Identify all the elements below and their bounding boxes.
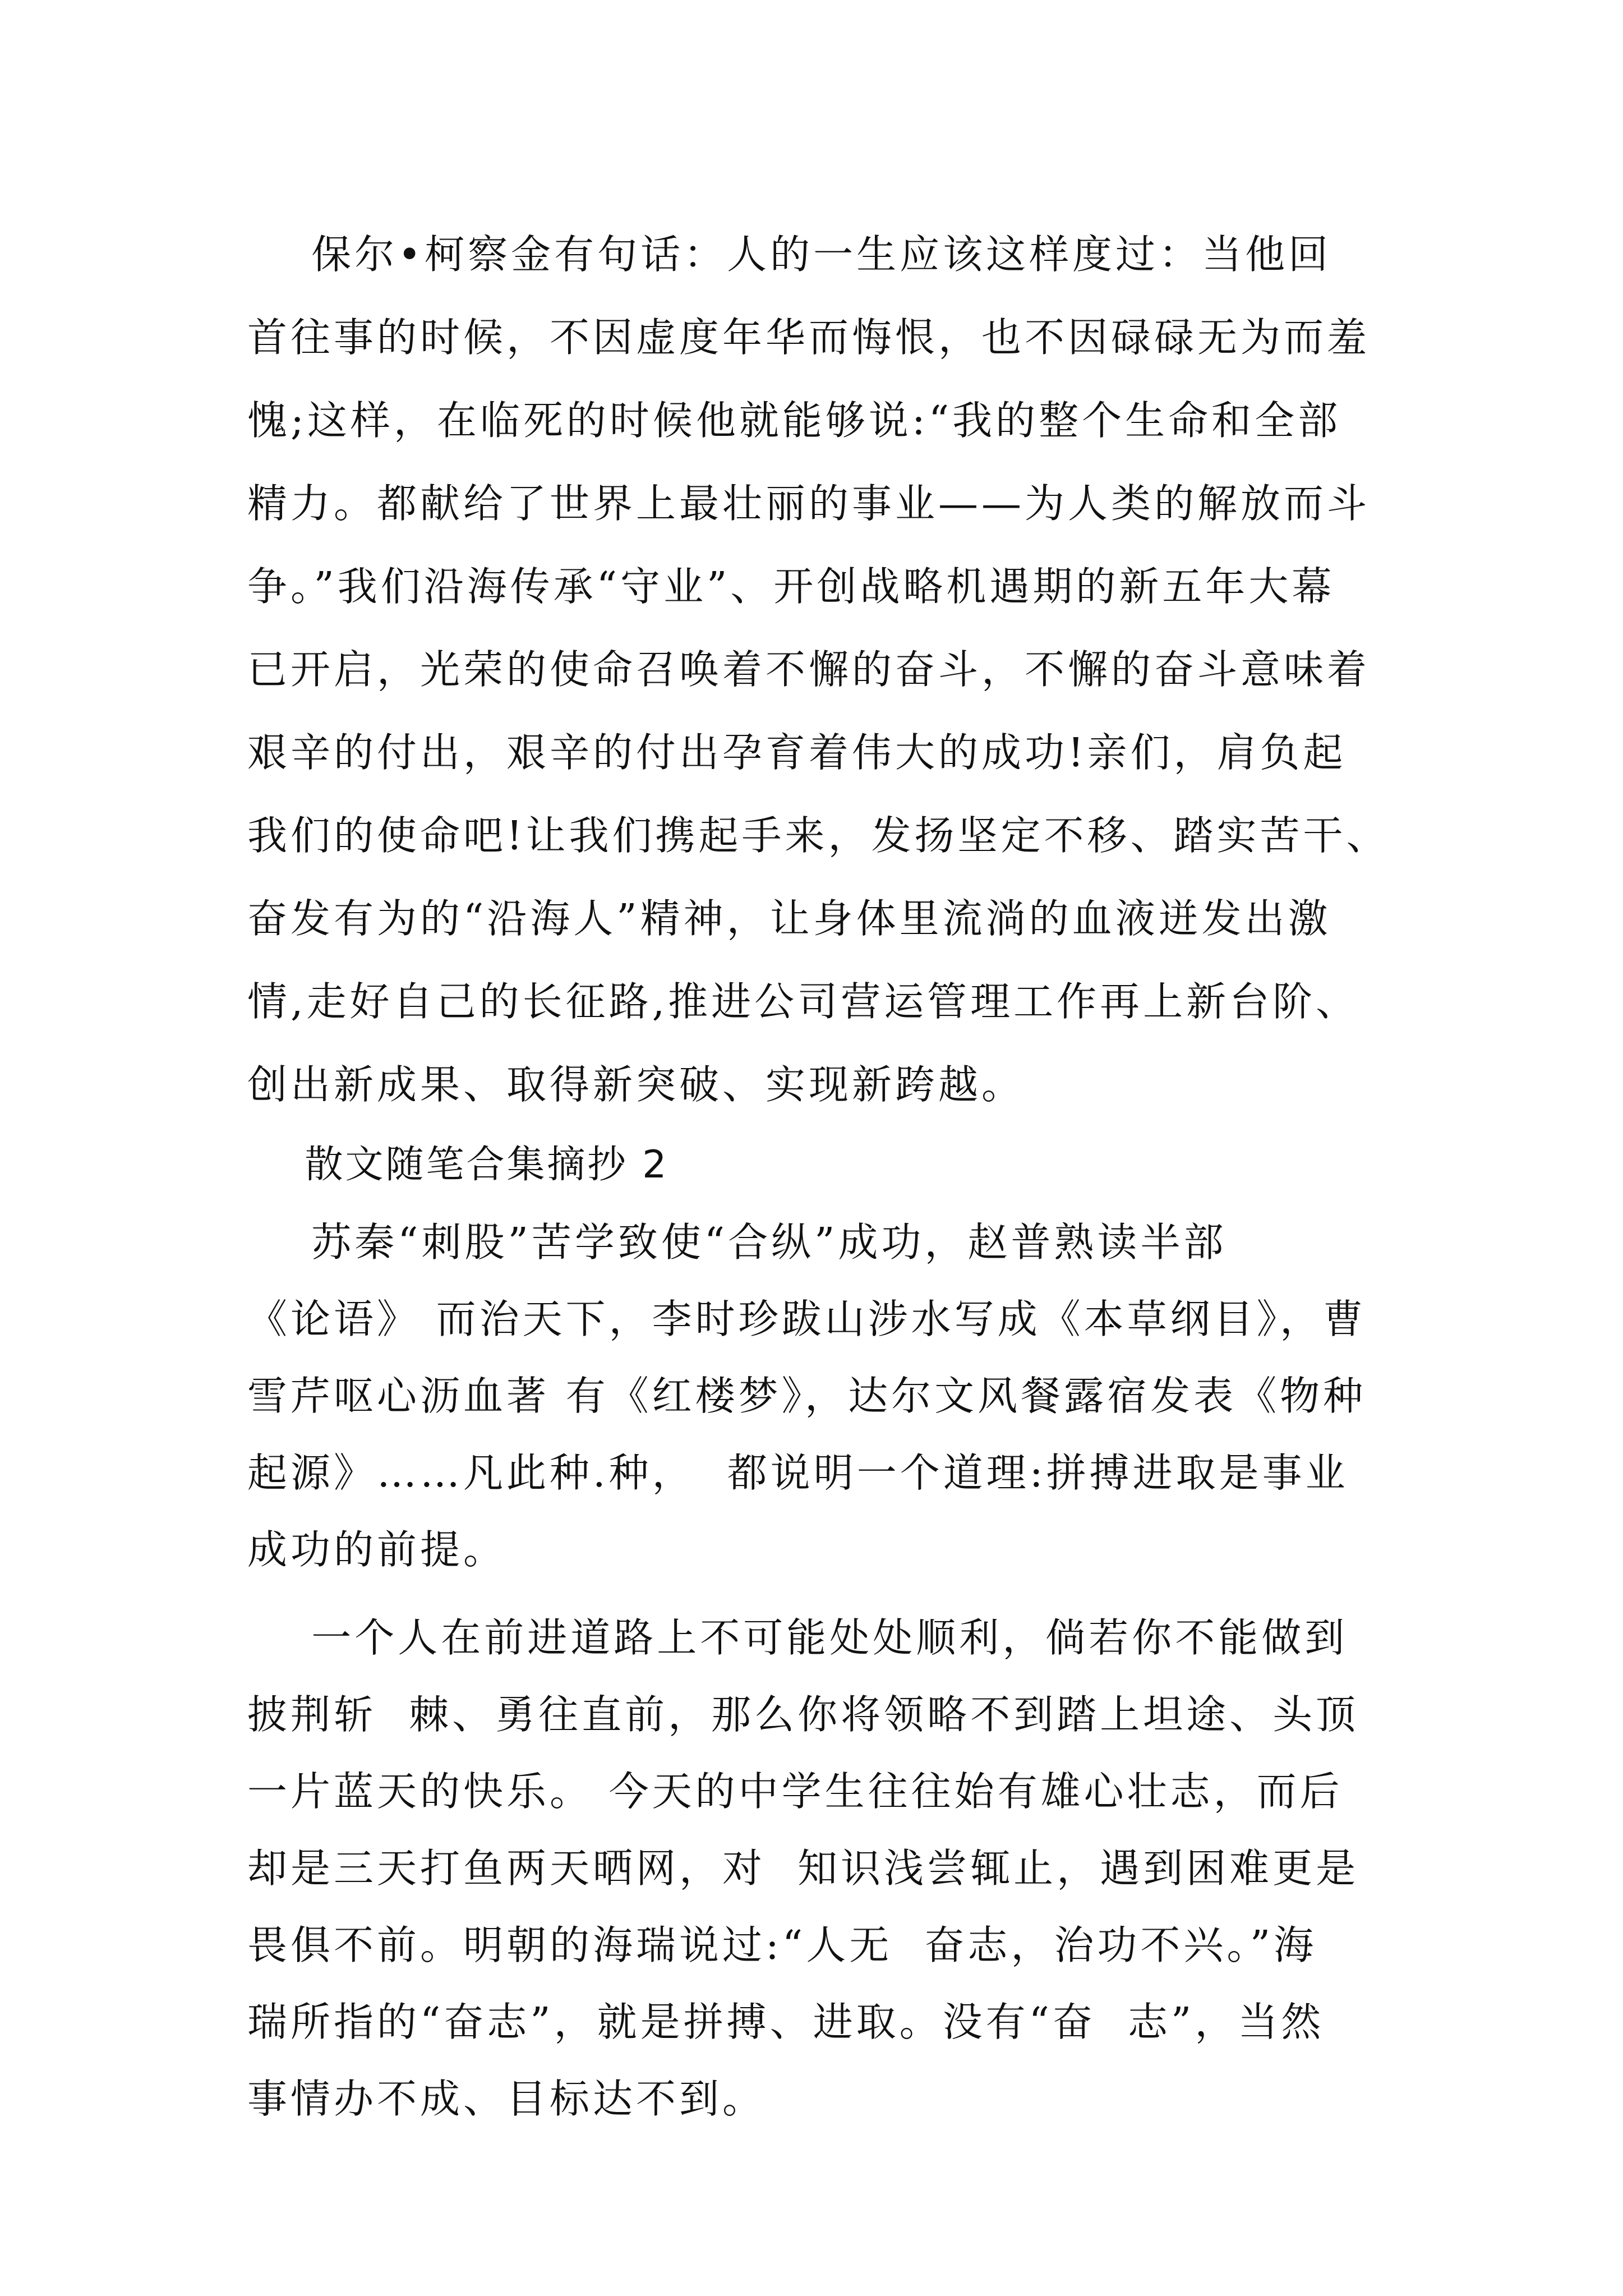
paragraph-1 <box>247 213 1414 1126</box>
text-line: 情,走好自己的长征路,推进公司营运管理工作再上新台阶、 <box>247 978 1359 1025</box>
paragraph-2 <box>247 1204 1414 1588</box>
document-body <box>247 213 1414 2137</box>
text-line: 已开启，光荣的使命召唤着不懈的奋斗，不懈的奋斗意味着 <box>247 646 1371 693</box>
text-line: 披荆斩 棘、勇往直前，那么你将领略不到踏上坦途、头顶 <box>247 1691 1359 1738</box>
paragraph-3 <box>247 1599 1414 2137</box>
text-line: 畏俱不前。明朝的海瑞说过:“人无 奋志，治功不兴。”海 <box>247 1922 1317 1968</box>
text-line: 愧;这样，在临死的时候他就能够说:“我的整个生命和全部 <box>247 397 1341 444</box>
text-line: 一个人在前进道路上不可能处处顺利，倘若你不能做到 <box>247 1614 1348 1661</box>
text-line: 《论语》 而治天下，李时珍跋山涉水写成《本草纲目》，曹 <box>247 1296 1367 1342</box>
text-line: 我们的使命吧!让我们携起手来，发扬坚定不移、踏实苦干、 <box>247 812 1390 859</box>
text-line: 苏秦“刺股”苦学致使“合纵”成功，赵普熟读半部 <box>247 1219 1227 1266</box>
text-line: 瑞所指的“奋志”，就是拼搏、进取。没有“奋 志”，当然 <box>247 1999 1325 2045</box>
text-line: 精力。都献给了世界上最壮丽的事业——为人类的解放而斗 <box>247 480 1371 527</box>
text-line: 首往事的时候，不因虚度年华而悔恨，也不因碌碌无为而羞 <box>247 314 1371 361</box>
text-line: 创出新成果、取得新突破、实现新跨越。 <box>247 1061 1025 1108</box>
section-heading: 散文随笔合集摘抄 2 <box>247 1143 669 1187</box>
text-line: 成功的前提。 <box>247 1526 507 1573</box>
text-line: 一片蓝天的快乐。 今天的中学生往往始有雄心壮志，而后 <box>247 1768 1343 1815</box>
text-line: 保尔•柯察金有句话：人的一生应该这样度过：当他回 <box>247 231 1332 278</box>
text-line: 艰辛的付出，艰辛的付出孕育着伟大的成功!亲们，肩负起 <box>247 729 1347 776</box>
text-line: 事情办不成、目标达不到。 <box>247 2076 766 2122</box>
text-line: 奋发有为的“沿海人”精神，让身体里流淌的血液迸发出激 <box>247 895 1331 942</box>
text-line: 雪芹呕心沥血著 有《红楼梦》，达尔文风餐露宿发表《物种 <box>247 1373 1367 1419</box>
text-line: 起源》……凡此种.种， 都说明一个道理:拼搏进取是事业 <box>247 1450 1349 1496</box>
text-line: 争。”我们沿海传承“守业”、开创战略机遇期的新五年大幕 <box>247 563 1335 610</box>
text-line: 却是三天打鱼两天晒网，对 知识浅尝辄止，遇到困难更是 <box>247 1845 1359 1892</box>
